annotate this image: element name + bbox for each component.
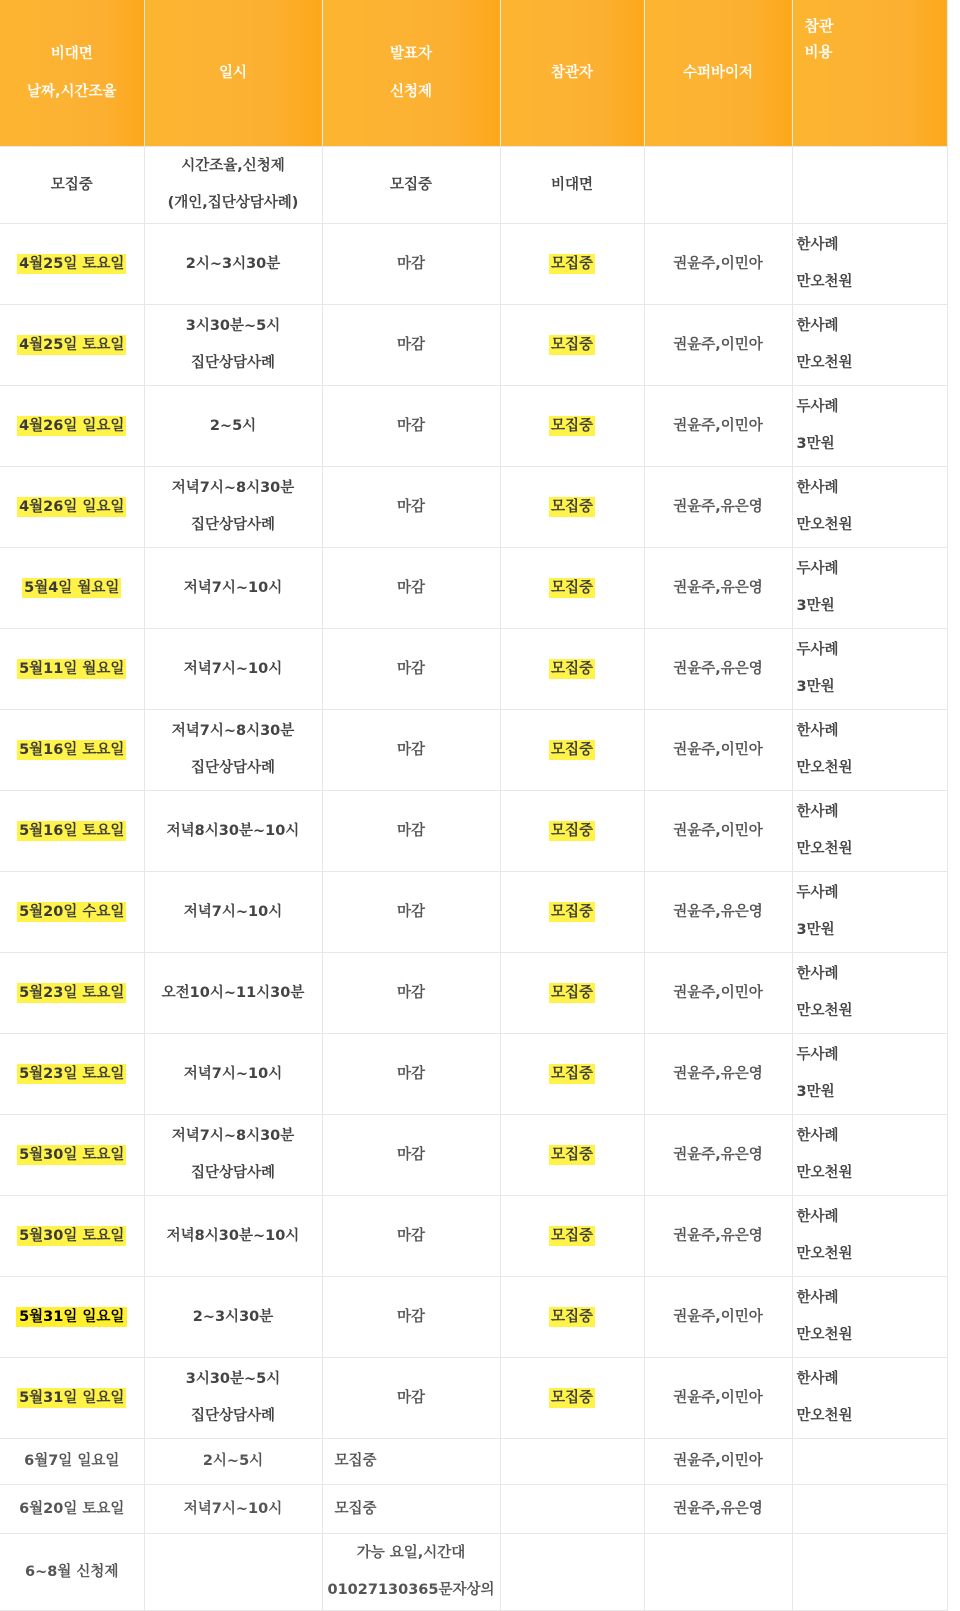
row-time-line1: 저녁8시30분~10시 (166, 1227, 300, 1244)
row-date (0, 1196, 144, 1277)
row-date (0, 1277, 144, 1358)
row-time-line1: 저녁7시~10시 (183, 903, 283, 920)
row-time (144, 1196, 322, 1277)
row-cost-line2: 만오천원 (796, 1408, 853, 1424)
row-note-line1: 가능 요일,시간대 (356, 1545, 466, 1561)
row-cost (792, 1358, 947, 1439)
row-observer (500, 629, 644, 710)
row-cost (792, 872, 947, 953)
date-highlight: 5월30일 토요일 (19, 1146, 125, 1163)
row-cost (792, 1439, 947, 1485)
row-time-line1: 오전10시~11시30분 (161, 984, 305, 1001)
row-time-line1: 2~5시 (209, 417, 257, 434)
row-observer (500, 467, 644, 548)
row-time (144, 1277, 322, 1358)
table-row (0, 1196, 947, 1277)
table-row (0, 1485, 947, 1534)
row-supervisor: 권윤주,유은영 (644, 1115, 792, 1196)
row-cost (792, 1485, 947, 1534)
header-date: 비대면 날짜,시간조율 (0, 0, 144, 147)
row-observer (500, 1534, 644, 1611)
observer-highlight: 모집중 (550, 1146, 594, 1163)
row-cost-line2: 만오천원 (796, 517, 853, 533)
row-date (0, 305, 144, 386)
observer-highlight: 모집중 (550, 660, 594, 677)
header-row (0, 0, 947, 147)
row-observer (500, 791, 644, 872)
row-note-line2: 01027130365문자상의 (327, 1582, 495, 1598)
row-cost-line2: 3만원 (796, 679, 835, 695)
row-cost (792, 305, 947, 386)
row-cost-line2: 만오천원 (796, 1246, 853, 1262)
row-cost-line1: 한사례 (796, 480, 839, 496)
row-presenter: 마감 (322, 1034, 500, 1115)
header-observer: 참관자 (500, 0, 644, 147)
observer-highlight: 모집중 (550, 498, 594, 515)
table-row (0, 953, 947, 1034)
row-cost-line1: 한사례 (796, 318, 839, 334)
row-time (144, 224, 322, 305)
row-supervisor: 권윤주,유은영 (644, 872, 792, 953)
observer-highlight: 모집중 (550, 1227, 594, 1244)
row-date (0, 1115, 144, 1196)
row-cost-line2: 만오천원 (796, 841, 853, 857)
row-cost (792, 1034, 947, 1115)
row-presenter: 마감 (322, 629, 500, 710)
table-row (0, 224, 947, 305)
table-row (0, 1439, 947, 1485)
row-cost (792, 1534, 947, 1611)
row-date: 6~8월 신청제 (0, 1534, 144, 1611)
row-note (322, 1534, 500, 1611)
row-time (144, 386, 322, 467)
row-observer (500, 1115, 644, 1196)
row-presenter: 마감 (322, 1115, 500, 1196)
table-row (0, 791, 947, 872)
observer-highlight: 모집중 (550, 741, 594, 758)
row-cost-line2: 만오천원 (796, 355, 853, 371)
observer-highlight: 모집중 (550, 822, 594, 839)
intro-date: 모집중 (0, 147, 144, 224)
row-supervisor: 권윤주,유은영 (644, 467, 792, 548)
row-cost-line2: 만오천원 (796, 1327, 853, 1343)
row-supervisor: 권윤주,이민아 (644, 953, 792, 1034)
table-row (0, 467, 947, 548)
row-cost (792, 1115, 947, 1196)
row-time: 저녁7시~10시 (144, 1485, 322, 1534)
observer-highlight: 모집중 (550, 417, 594, 434)
row-cost-line2: 만오천원 (796, 274, 853, 290)
row-observer (500, 386, 644, 467)
table-row (0, 1034, 947, 1115)
table-row (0, 386, 947, 467)
row-date (0, 872, 144, 953)
row-date (0, 629, 144, 710)
date-highlight: 5월31일 일요일 (16, 1307, 127, 1327)
row-cost-line2: 3만원 (796, 1084, 835, 1100)
row-time (144, 1034, 322, 1115)
row-cost (792, 710, 947, 791)
row-time-line1: 2~3시30분 (192, 1308, 274, 1325)
row-date: 6월7일 일요일 (0, 1439, 144, 1485)
intro-observer: 비대면 (500, 147, 644, 224)
row-date (0, 791, 144, 872)
row-supervisor: 권윤주,이민아 (644, 1358, 792, 1439)
row-cost-line2: 3만원 (796, 598, 835, 614)
row-observer (500, 1034, 644, 1115)
row-time-line1: 2시~3시30분 (185, 255, 281, 272)
row-time-line2: 집단상담사례 (190, 760, 276, 776)
header-time: 일시 (144, 0, 322, 147)
row-supervisor: 권윤주,유은영 (644, 1034, 792, 1115)
row-presenter: 마감 (322, 548, 500, 629)
table-row (0, 548, 947, 629)
row-observer (500, 710, 644, 791)
row-date (0, 224, 144, 305)
row-cost (792, 1277, 947, 1358)
row-presenter: 마감 (322, 1196, 500, 1277)
row-time-line1: 저녁7시~8시30분 (171, 1128, 295, 1144)
row-cost-line1: 한사례 (796, 1209, 839, 1225)
row-presenter: 마감 (322, 1358, 500, 1439)
observer-highlight: 모집중 (550, 1065, 594, 1082)
observer-highlight: 모집중 (550, 984, 594, 1001)
row-time (144, 548, 322, 629)
table-row (0, 1358, 947, 1439)
row-cost-line1: 한사례 (796, 237, 839, 253)
observer-highlight: 모집중 (550, 336, 594, 353)
intro-supervisor (644, 147, 792, 224)
intro-cost (792, 147, 947, 224)
row-time-line1: 3시30분~5시 (185, 318, 281, 334)
row-cost-line1: 두사례 (796, 399, 839, 415)
intro-time: 시간조율,신청제 (개인,집단상담사례) (144, 147, 322, 224)
row-date (0, 710, 144, 791)
row-time-line1: 저녁7시~10시 (183, 1065, 283, 1082)
row-supervisor: 권윤주,이민아 (644, 224, 792, 305)
row-cost (792, 791, 947, 872)
row-presenter: 마감 (322, 953, 500, 1034)
row-cost (792, 1196, 947, 1277)
row-date (0, 1358, 144, 1439)
date-highlight: 5월16일 토요일 (19, 822, 125, 839)
row-observer (500, 1358, 644, 1439)
intro-row (0, 147, 947, 224)
row-presenter: 마감 (322, 305, 500, 386)
observer-highlight: 모집중 (550, 903, 594, 920)
row-supervisor: 권윤주,이민아 (644, 1439, 792, 1485)
row-date (0, 467, 144, 548)
date-highlight: 5월20일 수요일 (19, 903, 125, 920)
row-time (144, 467, 322, 548)
row-time-line2: 집단상담사례 (190, 517, 276, 533)
row-time-line1: 저녁7시~8시30분 (171, 723, 295, 739)
row-cost-line1: 한사례 (796, 966, 839, 982)
row-cost-line2: 3만원 (796, 436, 835, 452)
row-supervisor: 권윤주,유은영 (644, 548, 792, 629)
row-observer (500, 872, 644, 953)
row-time-line1: 3시30분~5시 (185, 1371, 281, 1387)
row-observer (500, 1439, 644, 1485)
date-highlight: 5월4일 월요일 (24, 579, 120, 596)
row-presenter: 마감 (322, 791, 500, 872)
table-row (0, 305, 947, 386)
row-presenter: 모집중 (322, 1485, 500, 1534)
row-cost-line1: 한사례 (796, 1371, 839, 1387)
row-time (144, 872, 322, 953)
row-cost (792, 953, 947, 1034)
row-date (0, 1034, 144, 1115)
header-presenter: 발표자 신청제 (322, 0, 500, 147)
row-date (0, 548, 144, 629)
row-presenter: 마감 (322, 386, 500, 467)
row-presenter: 마감 (322, 224, 500, 305)
row-cost-line1: 한사례 (796, 804, 839, 820)
row-supervisor (644, 1534, 792, 1611)
row-cost-line2: 3만원 (796, 922, 835, 938)
row-date (0, 953, 144, 1034)
row-supervisor: 권윤주,이민아 (644, 386, 792, 467)
row-cost-line2: 만오천원 (796, 1003, 853, 1019)
date-highlight: 5월11일 월요일 (19, 660, 125, 677)
row-cost-line2: 만오천원 (796, 760, 853, 776)
header-cost: 참관 비용 (792, 0, 947, 147)
date-highlight: 4월26일 일요일 (19, 417, 125, 434)
row-time-line1: 저녁7시~10시 (183, 660, 283, 677)
date-highlight: 4월25일 토요일 (19, 336, 125, 353)
row-supervisor: 권윤주,이민아 (644, 791, 792, 872)
row-supervisor: 권윤주,이민아 (644, 305, 792, 386)
table-row (0, 1277, 947, 1358)
table-row (0, 629, 947, 710)
row-time (144, 629, 322, 710)
table-row (0, 872, 947, 953)
table-row (0, 1115, 947, 1196)
row-observer (500, 224, 644, 305)
date-highlight: 5월23일 토요일 (19, 1065, 125, 1082)
observer-highlight: 모집중 (550, 255, 594, 272)
date-highlight: 4월26일 일요일 (19, 498, 125, 515)
observer-highlight: 모집중 (550, 1389, 594, 1406)
row-cost (792, 467, 947, 548)
row-time-line1: 저녁7시~8시30분 (171, 480, 295, 496)
row-cost-line1: 두사례 (796, 561, 839, 577)
row-time (144, 710, 322, 791)
date-highlight: 5월31일 일요일 (19, 1389, 125, 1406)
date-highlight: 5월16일 토요일 (19, 741, 125, 758)
row-cost (792, 548, 947, 629)
row-presenter: 마감 (322, 467, 500, 548)
row-observer (500, 1277, 644, 1358)
row-presenter: 모집중 (322, 1439, 500, 1485)
row-time-line2: 집단상담사례 (190, 355, 276, 371)
table-row (0, 1534, 947, 1611)
table-row (0, 710, 947, 791)
row-observer (500, 305, 644, 386)
row-cost-line2: 만오천원 (796, 1165, 853, 1181)
row-cost (792, 386, 947, 467)
row-time (144, 953, 322, 1034)
row-observer (500, 953, 644, 1034)
row-time (144, 1358, 322, 1439)
row-presenter: 마감 (322, 872, 500, 953)
row-supervisor: 권윤주,유은영 (644, 629, 792, 710)
row-date: 6월20일 토요일 (0, 1485, 144, 1534)
row-cost (792, 224, 947, 305)
row-cost (792, 629, 947, 710)
row-time: 2시~5시 (144, 1439, 322, 1485)
row-cost-line1: 두사례 (796, 885, 839, 901)
row-cost-line1: 한사례 (796, 1128, 839, 1144)
row-time (144, 1115, 322, 1196)
row-presenter: 마감 (322, 1277, 500, 1358)
row-time-line2: 집단상담사례 (190, 1165, 276, 1181)
row-cost-line1: 두사례 (796, 642, 839, 658)
row-time (144, 791, 322, 872)
row-observer (500, 1485, 644, 1534)
header-supervisor: 수퍼바이저 (644, 0, 792, 147)
date-highlight: 4월25일 토요일 (19, 255, 125, 272)
date-highlight: 5월23일 토요일 (19, 984, 125, 1001)
row-time (144, 1534, 322, 1611)
date-highlight: 5월30일 토요일 (19, 1227, 125, 1244)
row-time (144, 305, 322, 386)
observer-highlight: 모집중 (550, 1308, 594, 1325)
row-supervisor: 권윤주,이민아 (644, 710, 792, 791)
row-presenter: 마감 (322, 710, 500, 791)
row-time-line1: 저녁7시~10시 (183, 579, 283, 596)
observer-highlight: 모집중 (550, 579, 594, 596)
row-cost-line1: 두사례 (796, 1047, 839, 1063)
row-observer (500, 548, 644, 629)
row-supervisor: 권윤주,유은영 (644, 1196, 792, 1277)
row-supervisor: 권윤주,유은영 (644, 1485, 792, 1534)
row-cost-line1: 한사례 (796, 1290, 839, 1306)
row-cost-line1: 한사례 (796, 723, 839, 739)
row-time-line1: 저녁8시30분~10시 (166, 822, 300, 839)
row-supervisor: 권윤주,이민아 (644, 1277, 792, 1358)
intro-presenter: 모집중 (322, 147, 500, 224)
row-time-line2: 집단상담사례 (190, 1408, 276, 1424)
row-observer (500, 1196, 644, 1277)
row-date (0, 386, 144, 467)
